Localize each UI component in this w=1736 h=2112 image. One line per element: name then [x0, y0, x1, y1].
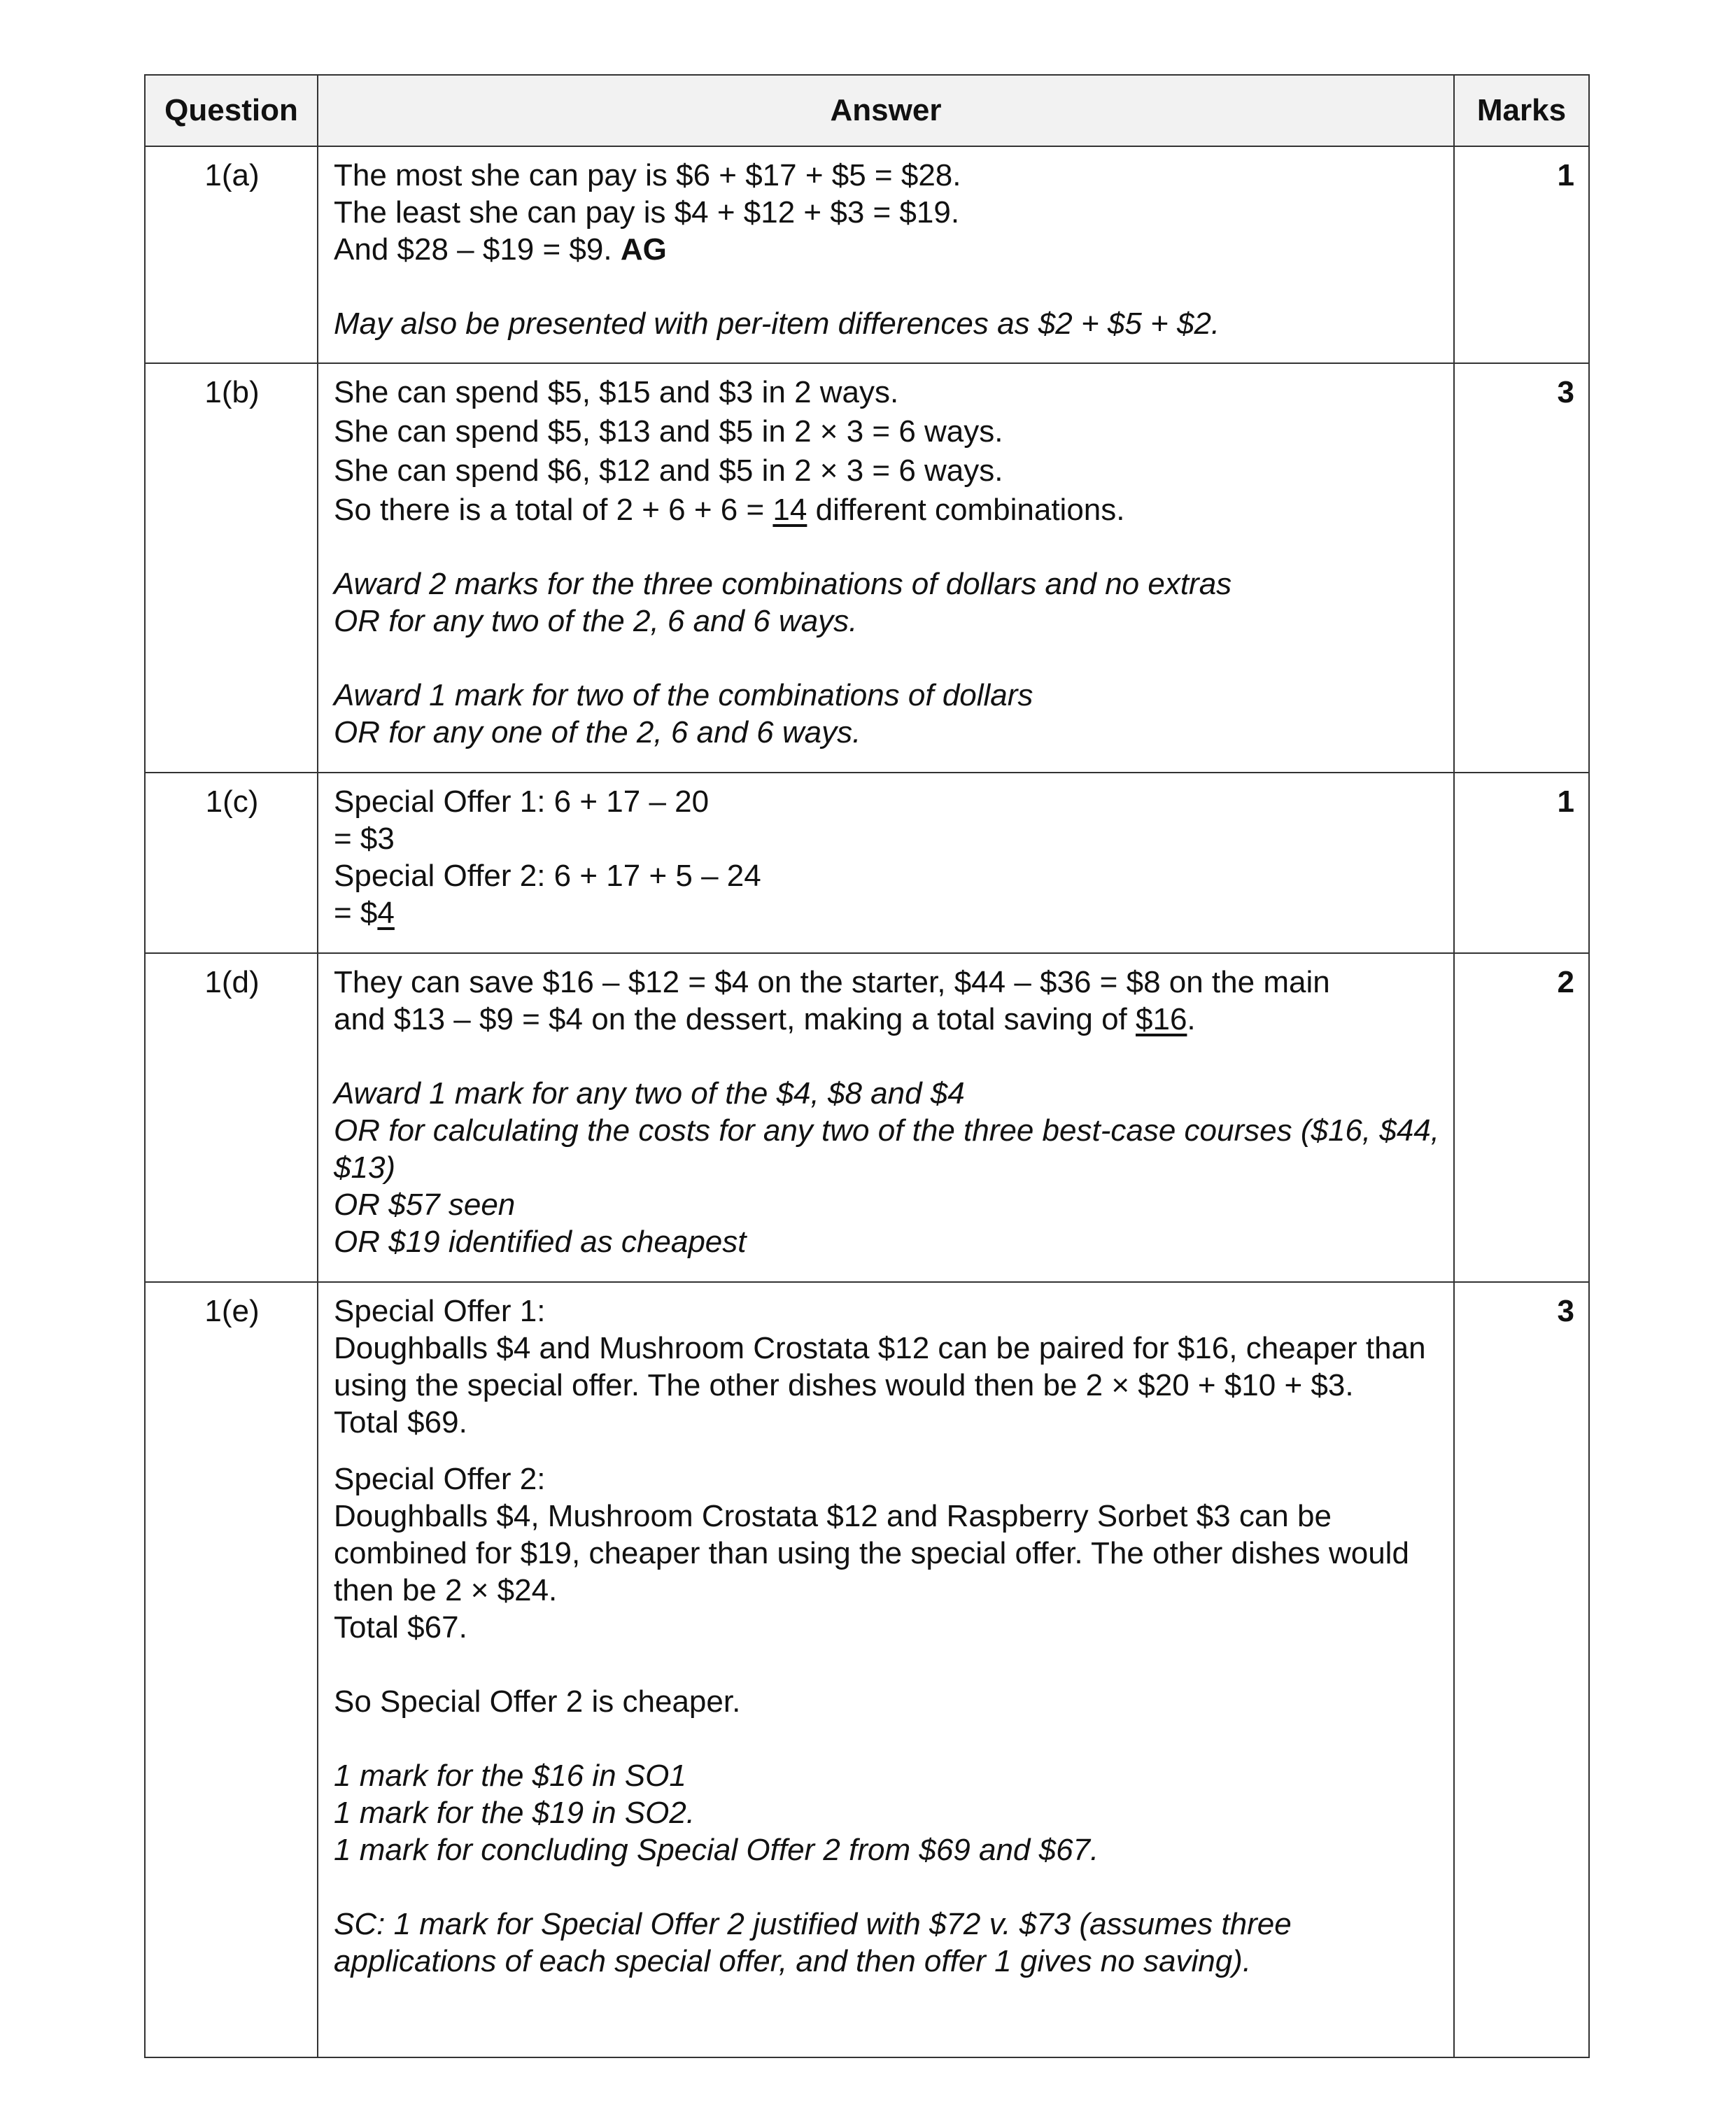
answer-line: She can spend $6, $12 and $5 in 2 × 3 = 6 ways.: [334, 453, 1003, 488]
answer-paragraph: Doughballs $4 and Mushroom Crostata $12 can be paired for $16, cheaper than using the special offer. The other dishes would then be 2 × $20 + $10 + $3.: [334, 1331, 1426, 1402]
answer-line: She can spend $5, $13 and $5 in 2 × 3 = 6 ways.: [334, 414, 1003, 449]
answer-line: She can spend $5, $15 and $3 in 2 ways.: [334, 375, 899, 409]
question-number: 1(b): [145, 363, 318, 773]
answer-line: = $3: [334, 822, 395, 856]
answer-line: They can save $16 – $12 = $4 on the starter, $44 – $36 = $8 on the main: [334, 965, 1330, 999]
answer-cell: [318, 146, 1454, 363]
marking-note: 1 mark for the $19 in SO2.: [334, 1796, 696, 1830]
answer-line: Special Offer 1: 6 + 17 – 20: [334, 784, 710, 819]
answer-line: Special Offer 1:: [334, 1294, 546, 1328]
table-row: [145, 1282, 1589, 2057]
final-answer: 14: [772, 493, 807, 527]
marking-note: Award 1 mark for any two of the $4, $8 and $4: [334, 1076, 965, 1111]
answer-line: The least she can pay is $4 + $12 + $3 = $19.: [334, 195, 960, 230]
marks-value: 1: [1454, 146, 1589, 363]
marks-value: 3: [1454, 363, 1589, 773]
answer-cell: [318, 363, 1454, 773]
answer-line: = $4: [334, 896, 395, 930]
marking-note: Award 1 mark for two of the combinations of dollars: [334, 678, 1033, 712]
question-number: 1(e): [145, 1282, 318, 2057]
marking-note: Award 2 marks for the three combinations of dollars and no extras: [334, 567, 1232, 601]
marking-note: May also be presented with per-item differences as $2 + $5 + $2.: [334, 307, 1220, 341]
marking-note: 1 mark for the $16 in SO1: [334, 1759, 686, 1793]
table-row: [145, 146, 1589, 363]
special-case-note: SC: 1 mark for Special Offer 2 justified with $72 v. $73 (assumes three applications of each special offer, and then offer 1 gives no saving).: [334, 1907, 1292, 1978]
marks-header: Marks: [1454, 75, 1589, 146]
answer-line: and $13 – $9 = $4 on the dessert, making a total saving of $16.: [334, 1002, 1196, 1036]
table-row: [145, 363, 1589, 773]
answer-paragraph: Doughballs $4, Mushroom Crostata $12 and Raspberry Sorbet $3 can be combined for $19, cheaper than using the special offer. The other dishes would then be 2 × $24.: [334, 1499, 1409, 1607]
answer-line: Special Offer 2:: [334, 1462, 546, 1496]
answer-cell: [318, 1282, 1454, 2057]
answer-header: Answer: [318, 75, 1454, 146]
answer-given-label: AG: [620, 232, 667, 267]
question-header: Question: [145, 75, 318, 146]
marking-note: OR $57 seen: [334, 1188, 516, 1222]
answer-line: The most she can pay is $6 + $17 + $5 = $28.: [334, 158, 961, 192]
question-number: 1(a): [145, 146, 318, 363]
final-answer: $16: [1136, 1002, 1187, 1036]
marks-value: 2: [1454, 953, 1589, 1282]
marking-note: OR $19 identified as cheapest: [334, 1225, 747, 1259]
answer-cell: [318, 953, 1454, 1282]
answer-cell: [318, 773, 1454, 953]
answer-line: And $28 – $19 = $9. AG: [334, 232, 667, 267]
question-number: 1(c): [145, 773, 318, 953]
header-row: [145, 75, 1589, 146]
marking-note: OR for any two of the 2, 6 and 6 ways.: [334, 604, 858, 638]
marking-note: 1 mark for concluding Special Offer 2 from $69 and $67.: [334, 1833, 1099, 1867]
marking-note: OR for any one of the 2, 6 and 6 ways.: [334, 715, 861, 749]
final-answer: 4: [377, 896, 395, 930]
marking-note: OR for calculating the costs for any two of the three best-case courses ($16, $44, $13): [334, 1113, 1439, 1185]
answer-line: Total $69.: [334, 1405, 467, 1439]
answer-line: Total $67.: [334, 1610, 467, 1645]
answer-line: So there is a total of 2 + 6 + 6 = 14 different combinations.: [334, 493, 1125, 527]
table-row: [145, 953, 1589, 1282]
answer-line: So Special Offer 2 is cheaper.: [334, 1684, 741, 1719]
mark-scheme-table: [144, 74, 1590, 2058]
table-row: [145, 773, 1589, 953]
marks-value: 1: [1454, 773, 1589, 953]
marks-value: 3: [1454, 1282, 1589, 2057]
question-number: 1(d): [145, 953, 318, 1282]
answer-line: Special Offer 2: 6 + 17 + 5 – 24: [334, 859, 761, 893]
